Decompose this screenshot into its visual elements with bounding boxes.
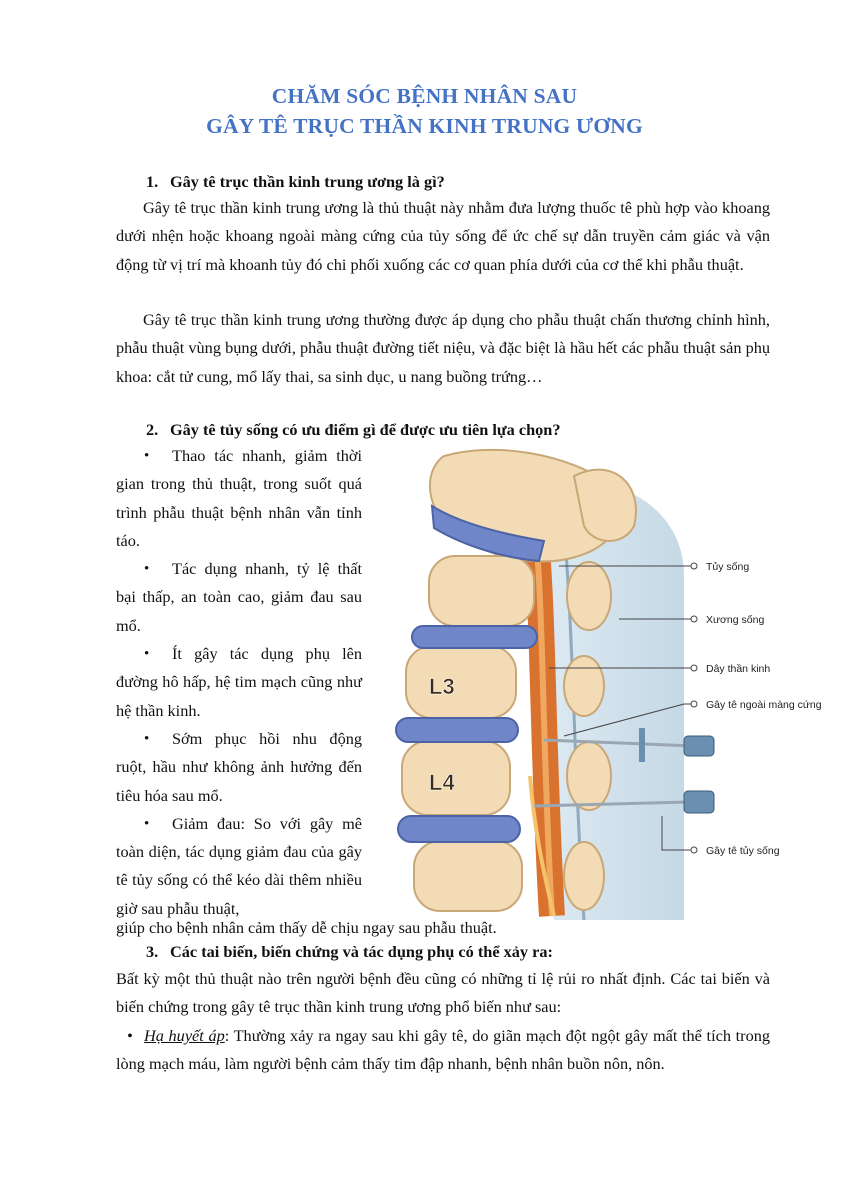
- hypotension-text: : Thường xảy ra ngay sau khi gây tê, do giãn mạch đột ngột gây mất thể tích trong lòng mạch máu, làm người bệnh cảm thấy tim đập nhanh, bệnh nhân buồn nôn, nôn.: [116, 1026, 770, 1074]
- section-2-bullet-list: [116, 442, 362, 923]
- section-3-heading: [146, 942, 553, 962]
- l4-label: L4: [429, 770, 455, 795]
- section-1-heading: [146, 172, 445, 192]
- section-2-bullet-1: [116, 442, 362, 555]
- label-nerve: Dây thần kinh: [706, 663, 771, 675]
- document-title-line-2: GÂY TÊ TRỤC THẦN KINH TRUNG ƯƠNG: [206, 114, 643, 138]
- section-2-title: Gây tê tủy sống có ưu điểm gì để được ưu tiên lựa chọn?: [170, 420, 561, 439]
- l3-label: L3: [429, 674, 455, 699]
- section-1-paragraph-2: Gây tê trục thần kinh trung ương thường được áp dụng cho phẫu thuật chấn thương chỉnh hình, phẫu thuật vùng bụng dưới, phẫu thuật đường tiết niệu, và đặc biệt là hầu hết các phẫu thuật sản phụ khoa: cắt tử cung, mổ lấy thai, sa sinh dục, u nang buồng trứng…: [116, 310, 770, 386]
- section-3-number: 3.: [146, 942, 159, 961]
- section-2-bullet-2: [116, 555, 362, 640]
- section-2-bullet-4: [116, 725, 362, 810]
- section-1-number: 1.: [146, 172, 159, 191]
- section-1-paragraph-1: Gây tê trục thần kinh trung ương là thủ thuật này nhằm đưa lượng thuốc tê phù hợp vào khoang dưới nhện hoặc khoang ngoài màng cứng của tủy sống để ức chế sự dẫn truyền cảm giác và vận động từ vị trí mà khoanh tủy đó chi phối xuống các cơ quan phía dưới của cơ thể khi phẫu thuật.: [116, 198, 770, 274]
- section-3-title: Các tai biến, biến chứng và tác dụng phụ có thể xảy ra:: [170, 942, 553, 961]
- term-hypotension: Hạ huyết áp: [144, 1026, 225, 1045]
- section-2-heading: [146, 420, 560, 440]
- spinal-anesthesia-illustration: [384, 446, 822, 920]
- section-3-intro: Bất kỳ một thủ thuật nào trên người bệnh đều cũng có những tỉ lệ rủi ro nhất định. Các tai biến và biến chứng trong gây tê trục thần kinh trung ương phổ biến như sau:: [116, 969, 770, 1017]
- section-3-bullet-1: [116, 1022, 770, 1079]
- bullet-text: Thao tác nhanh, giảm thời gian trong thủ thuật, trong suốt quá trình phẫu thuật bệnh nhân vẫn tỉnh táo.: [116, 446, 362, 550]
- label-vertebra: Xương sống: [706, 614, 765, 626]
- label-spinal: Gây tê tủy sống: [706, 845, 780, 857]
- label-epidural: Gây tê ngoài màng cứng: [706, 699, 822, 711]
- bullet-dot: •: [127, 1026, 133, 1045]
- bullet-text: Tác dụng nhanh, tỷ lệ thất bại thấp, an toàn cao, giảm đau sau mổ.: [116, 559, 362, 635]
- document-title-line-1: CHĂM SÓC BỆNH NHÂN SAU: [271, 84, 578, 108]
- section-2-bullet-3: [116, 640, 362, 725]
- section-1-title: Gây tê trục thần kinh trung ương là gì?: [170, 172, 445, 191]
- section-2-bullet-5: [116, 810, 362, 923]
- label-spinal-cord: Tủy sống: [706, 561, 750, 573]
- section-2-number: 2.: [146, 420, 159, 439]
- section-2-continuation: giúp cho bệnh nhân cảm thấy dễ chịu ngay sau phẫu thuật.: [116, 918, 497, 937]
- bullet-text: Giảm đau: So với gây mê toàn diện, tác dụng giảm đau của gây tê tủy sống có thể kéo dài thêm nhiều giờ sau phẫu thuật,: [116, 813, 362, 918]
- bullet-text: Sớm phục hồi nhu động ruột, hầu như không ảnh hưởng đến tiêu hóa sau mổ.: [116, 728, 362, 805]
- bullet-text: Ít gây tác dụng phụ lên đường hô hấp, hệ tim mạch cũng như hệ thần kinh.: [116, 644, 362, 720]
